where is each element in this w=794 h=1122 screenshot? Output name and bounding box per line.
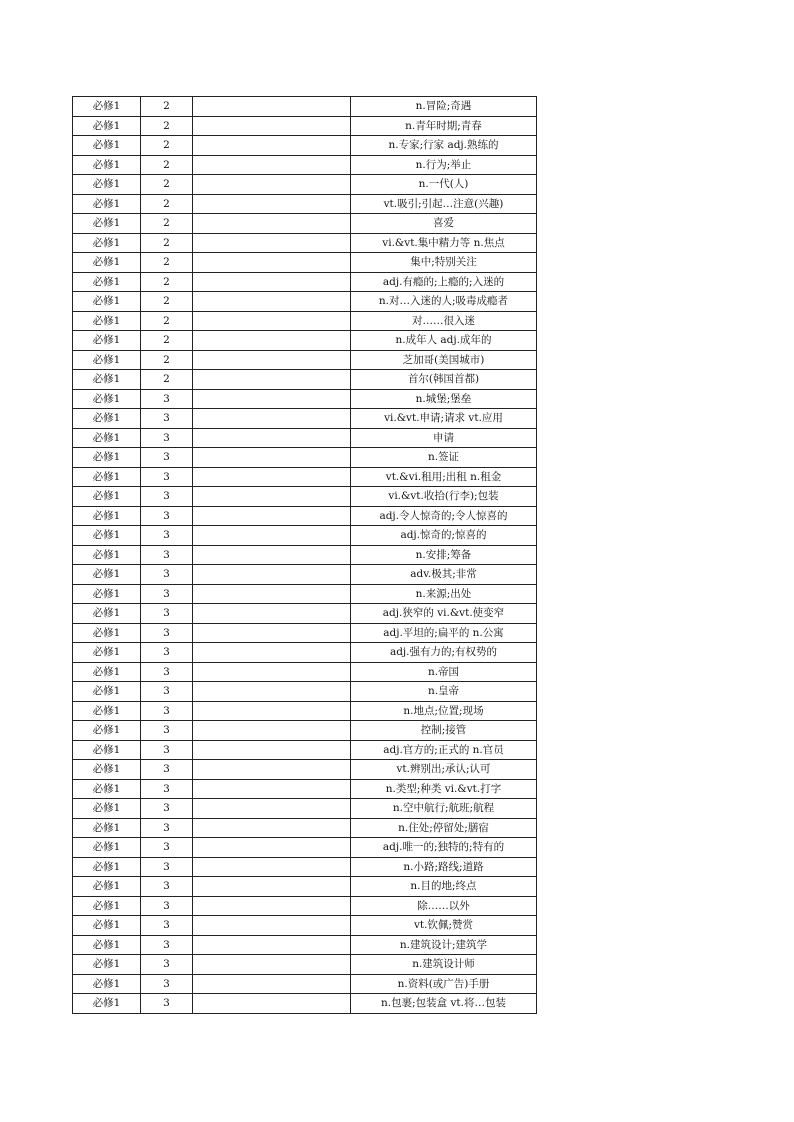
- meaning-cell: adv.极其;非常: [351, 565, 537, 585]
- unit-cell: 2: [141, 155, 193, 175]
- word-cell: [193, 97, 351, 117]
- book-cell: 必修1: [73, 409, 141, 429]
- unit-cell: 3: [141, 760, 193, 780]
- book-cell: 必修1: [73, 155, 141, 175]
- meaning-cell: n.目的地;终点: [351, 877, 537, 897]
- book-cell: 必修1: [73, 740, 141, 760]
- book-cell: 必修1: [73, 974, 141, 994]
- book-cell: 必修1: [73, 877, 141, 897]
- book-cell: 必修1: [73, 857, 141, 877]
- meaning-cell: adj.惊奇的;惊喜的: [351, 526, 537, 546]
- unit-cell: 2: [141, 331, 193, 351]
- table-row: [73, 389, 537, 409]
- unit-cell: 3: [141, 779, 193, 799]
- book-cell: 必修1: [73, 448, 141, 468]
- table-row: [73, 506, 537, 526]
- unit-cell: 2: [141, 194, 193, 214]
- unit-cell: 3: [141, 428, 193, 448]
- unit-cell: 2: [141, 136, 193, 156]
- table-row: [73, 662, 537, 682]
- word-cell: [193, 994, 351, 1014]
- word-cell: [193, 136, 351, 156]
- book-cell: 必修1: [73, 350, 141, 370]
- meaning-cell: 芝加哥(美国城市): [351, 350, 537, 370]
- word-cell: [193, 818, 351, 838]
- table-row: [73, 857, 537, 877]
- book-cell: 必修1: [73, 136, 141, 156]
- word-cell: [193, 155, 351, 175]
- word-cell: [193, 389, 351, 409]
- unit-cell: 3: [141, 955, 193, 975]
- book-cell: 必修1: [73, 175, 141, 195]
- meaning-cell: n.城堡;堡垒: [351, 389, 537, 409]
- word-cell: [193, 370, 351, 390]
- unit-cell: 3: [141, 916, 193, 936]
- unit-cell: 3: [141, 545, 193, 565]
- word-cell: [193, 935, 351, 955]
- table-row: [73, 896, 537, 916]
- book-cell: 必修1: [73, 916, 141, 936]
- word-cell: [193, 760, 351, 780]
- table-row: [73, 877, 537, 897]
- word-cell: [193, 974, 351, 994]
- meaning-cell: 喜爱: [351, 214, 537, 234]
- unit-cell: 3: [141, 662, 193, 682]
- unit-cell: 3: [141, 799, 193, 819]
- meaning-cell: adj.令人惊奇的;令人惊喜的: [351, 506, 537, 526]
- word-cell: [193, 779, 351, 799]
- book-cell: 必修1: [73, 604, 141, 624]
- unit-cell: 3: [141, 623, 193, 643]
- table-row: [73, 97, 537, 117]
- word-cell: [193, 194, 351, 214]
- table-row: [73, 565, 537, 585]
- meaning-cell: adj.狭窄的 vi.&vt.使变窄: [351, 604, 537, 624]
- table-row: [73, 760, 537, 780]
- book-cell: 必修1: [73, 994, 141, 1014]
- unit-cell: 2: [141, 272, 193, 292]
- book-cell: 必修1: [73, 292, 141, 312]
- table-row: [73, 584, 537, 604]
- table-row: [73, 233, 537, 253]
- book-cell: 必修1: [73, 116, 141, 136]
- meaning-cell: n.青年时期;青春: [351, 116, 537, 136]
- word-cell: [193, 662, 351, 682]
- unit-cell: 2: [141, 292, 193, 312]
- table-row: [73, 428, 537, 448]
- meaning-cell: n.冒险;奇遇: [351, 97, 537, 117]
- word-cell: [193, 467, 351, 487]
- word-cell: [193, 604, 351, 624]
- word-cell: [193, 584, 351, 604]
- meaning-cell: n.地点;位置;现场: [351, 701, 537, 721]
- unit-cell: 2: [141, 175, 193, 195]
- word-cell: [193, 545, 351, 565]
- table-row: [73, 623, 537, 643]
- unit-cell: 3: [141, 818, 193, 838]
- meaning-cell: n.小路;路线;道路: [351, 857, 537, 877]
- book-cell: 必修1: [73, 662, 141, 682]
- book-cell: 必修1: [73, 721, 141, 741]
- unit-cell: 3: [141, 506, 193, 526]
- word-cell: [193, 428, 351, 448]
- unit-cell: 2: [141, 214, 193, 234]
- book-cell: 必修1: [73, 487, 141, 507]
- table-row: [73, 214, 537, 234]
- book-cell: 必修1: [73, 253, 141, 273]
- book-cell: 必修1: [73, 97, 141, 117]
- meaning-cell: n.空中航行;航班;航程: [351, 799, 537, 819]
- table-row: [73, 175, 537, 195]
- book-cell: 必修1: [73, 955, 141, 975]
- table-row: [73, 136, 537, 156]
- book-cell: 必修1: [73, 272, 141, 292]
- unit-cell: 3: [141, 448, 193, 468]
- table-row: [73, 935, 537, 955]
- table-row: [73, 604, 537, 624]
- word-cell: [193, 565, 351, 585]
- unit-cell: 3: [141, 389, 193, 409]
- meaning-cell: n.专家;行家 adj.熟练的: [351, 136, 537, 156]
- word-cell: [193, 740, 351, 760]
- meaning-cell: n.资料(或广告)手册: [351, 974, 537, 994]
- book-cell: 必修1: [73, 526, 141, 546]
- meaning-cell: n.来源;出处: [351, 584, 537, 604]
- unit-cell: 2: [141, 97, 193, 117]
- table-row: [73, 116, 537, 136]
- meaning-cell: n.包裹;包装盒 vt.将…包装: [351, 994, 537, 1014]
- meaning-cell: 除……以外: [351, 896, 537, 916]
- table-row: [73, 272, 537, 292]
- word-cell: [193, 448, 351, 468]
- word-cell: [193, 506, 351, 526]
- table-row: [73, 721, 537, 741]
- unit-cell: 3: [141, 857, 193, 877]
- meaning-cell: vt.钦佩;赞赏: [351, 916, 537, 936]
- table-row: [73, 409, 537, 429]
- table-row: [73, 701, 537, 721]
- unit-cell: 2: [141, 370, 193, 390]
- meaning-cell: n.帝国: [351, 662, 537, 682]
- word-cell: [193, 877, 351, 897]
- unit-cell: 3: [141, 409, 193, 429]
- book-cell: 必修1: [73, 428, 141, 448]
- meaning-cell: n.行为;举止: [351, 155, 537, 175]
- book-cell: 必修1: [73, 838, 141, 858]
- table-row: [73, 545, 537, 565]
- vocabulary-table: [72, 96, 537, 1014]
- unit-cell: 3: [141, 896, 193, 916]
- table-row: [73, 740, 537, 760]
- unit-cell: 3: [141, 467, 193, 487]
- meaning-cell: adj.唯一的;独特的;特有的: [351, 838, 537, 858]
- book-cell: 必修1: [73, 779, 141, 799]
- table-row: [73, 682, 537, 702]
- word-cell: [193, 721, 351, 741]
- unit-cell: 3: [141, 604, 193, 624]
- meaning-cell: adj.官方的;正式的 n.官员: [351, 740, 537, 760]
- unit-cell: 3: [141, 935, 193, 955]
- book-cell: 必修1: [73, 506, 141, 526]
- unit-cell: 3: [141, 974, 193, 994]
- table-row: [73, 331, 537, 351]
- book-cell: 必修1: [73, 584, 141, 604]
- unit-cell: 3: [141, 721, 193, 741]
- table-row: [73, 467, 537, 487]
- word-cell: [193, 175, 351, 195]
- unit-cell: 2: [141, 116, 193, 136]
- meaning-cell: n.对…入迷的人;吸毒成瘾者: [351, 292, 537, 312]
- meaning-cell: n.皇帝: [351, 682, 537, 702]
- table-row: [73, 487, 537, 507]
- meaning-cell: 对……很入迷: [351, 311, 537, 331]
- word-cell: [193, 292, 351, 312]
- table-row: [73, 799, 537, 819]
- meaning-cell: adj.有瘾的;上瘾的;入迷的: [351, 272, 537, 292]
- book-cell: 必修1: [73, 311, 141, 331]
- table-row: [73, 350, 537, 370]
- meaning-cell: vt.&vi.租用;出租 n.租金: [351, 467, 537, 487]
- word-cell: [193, 272, 351, 292]
- unit-cell: 3: [141, 526, 193, 546]
- table-row: [73, 311, 537, 331]
- meaning-cell: 申请: [351, 428, 537, 448]
- meaning-cell: n.住处;停留处;膳宿: [351, 818, 537, 838]
- meaning-cell: n.建筑设计;建筑学: [351, 935, 537, 955]
- book-cell: 必修1: [73, 935, 141, 955]
- unit-cell: 3: [141, 584, 193, 604]
- table-row: [73, 643, 537, 663]
- meaning-cell: n.建筑设计师: [351, 955, 537, 975]
- unit-cell: 3: [141, 643, 193, 663]
- word-cell: [193, 116, 351, 136]
- word-cell: [193, 233, 351, 253]
- meaning-cell: vi.&vt.申请;请求 vt.应用: [351, 409, 537, 429]
- table-row: [73, 155, 537, 175]
- table-row: [73, 292, 537, 312]
- word-cell: [193, 487, 351, 507]
- unit-cell: 3: [141, 701, 193, 721]
- unit-cell: 3: [141, 877, 193, 897]
- table-row: [73, 994, 537, 1014]
- word-cell: [193, 409, 351, 429]
- book-cell: 必修1: [73, 467, 141, 487]
- meaning-cell: 集中;特别关注: [351, 253, 537, 273]
- table-row: [73, 818, 537, 838]
- table-row: [73, 194, 537, 214]
- meaning-cell: n.成年人 adj.成年的: [351, 331, 537, 351]
- book-cell: 必修1: [73, 194, 141, 214]
- book-cell: 必修1: [73, 760, 141, 780]
- meaning-cell: n.一代(人): [351, 175, 537, 195]
- meaning-cell: vt.辨别出;承认;认可: [351, 760, 537, 780]
- word-cell: [193, 896, 351, 916]
- word-cell: [193, 311, 351, 331]
- table-row: [73, 370, 537, 390]
- unit-cell: 3: [141, 994, 193, 1014]
- meaning-cell: adj.平坦的;扁平的 n.公寓: [351, 623, 537, 643]
- table-row: [73, 779, 537, 799]
- unit-cell: 2: [141, 233, 193, 253]
- word-cell: [193, 682, 351, 702]
- book-cell: 必修1: [73, 370, 141, 390]
- book-cell: 必修1: [73, 565, 141, 585]
- word-cell: [193, 838, 351, 858]
- meaning-cell: vi.&vt.集中精力等 n.焦点: [351, 233, 537, 253]
- book-cell: 必修1: [73, 389, 141, 409]
- unit-cell: 3: [141, 487, 193, 507]
- table-row: [73, 253, 537, 273]
- word-cell: [193, 526, 351, 546]
- table-row: [73, 955, 537, 975]
- meaning-cell: n.类型;种类 vi.&vt.打字: [351, 779, 537, 799]
- book-cell: 必修1: [73, 896, 141, 916]
- word-cell: [193, 331, 351, 351]
- word-cell: [193, 253, 351, 273]
- book-cell: 必修1: [73, 331, 141, 351]
- book-cell: 必修1: [73, 682, 141, 702]
- unit-cell: 2: [141, 350, 193, 370]
- meaning-cell: n.安排;筹备: [351, 545, 537, 565]
- unit-cell: 3: [141, 740, 193, 760]
- meaning-cell: n.签证: [351, 448, 537, 468]
- book-cell: 必修1: [73, 214, 141, 234]
- book-cell: 必修1: [73, 545, 141, 565]
- word-cell: [193, 701, 351, 721]
- word-cell: [193, 955, 351, 975]
- table-row: [73, 974, 537, 994]
- unit-cell: 3: [141, 838, 193, 858]
- word-cell: [193, 643, 351, 663]
- meaning-cell: 首尔(韩国首都): [351, 370, 537, 390]
- word-cell: [193, 857, 351, 877]
- book-cell: 必修1: [73, 643, 141, 663]
- meaning-cell: vi.&vt.收拾(行李);包装: [351, 487, 537, 507]
- book-cell: 必修1: [73, 623, 141, 643]
- meaning-cell: 控制;接管: [351, 721, 537, 741]
- unit-cell: 2: [141, 311, 193, 331]
- unit-cell: 3: [141, 565, 193, 585]
- unit-cell: 2: [141, 253, 193, 273]
- table-row: [73, 916, 537, 936]
- word-cell: [193, 214, 351, 234]
- book-cell: 必修1: [73, 233, 141, 253]
- vocabulary-table-body: [73, 97, 537, 1014]
- meaning-cell: vt.吸引;引起…注意(兴趣): [351, 194, 537, 214]
- table-row: [73, 448, 537, 468]
- table-row: [73, 838, 537, 858]
- word-cell: [193, 916, 351, 936]
- word-cell: [193, 623, 351, 643]
- unit-cell: 3: [141, 682, 193, 702]
- word-cell: [193, 350, 351, 370]
- meaning-cell: adj.强有力的;有权势的: [351, 643, 537, 663]
- table-row: [73, 526, 537, 546]
- book-cell: 必修1: [73, 701, 141, 721]
- book-cell: 必修1: [73, 799, 141, 819]
- book-cell: 必修1: [73, 818, 141, 838]
- word-cell: [193, 799, 351, 819]
